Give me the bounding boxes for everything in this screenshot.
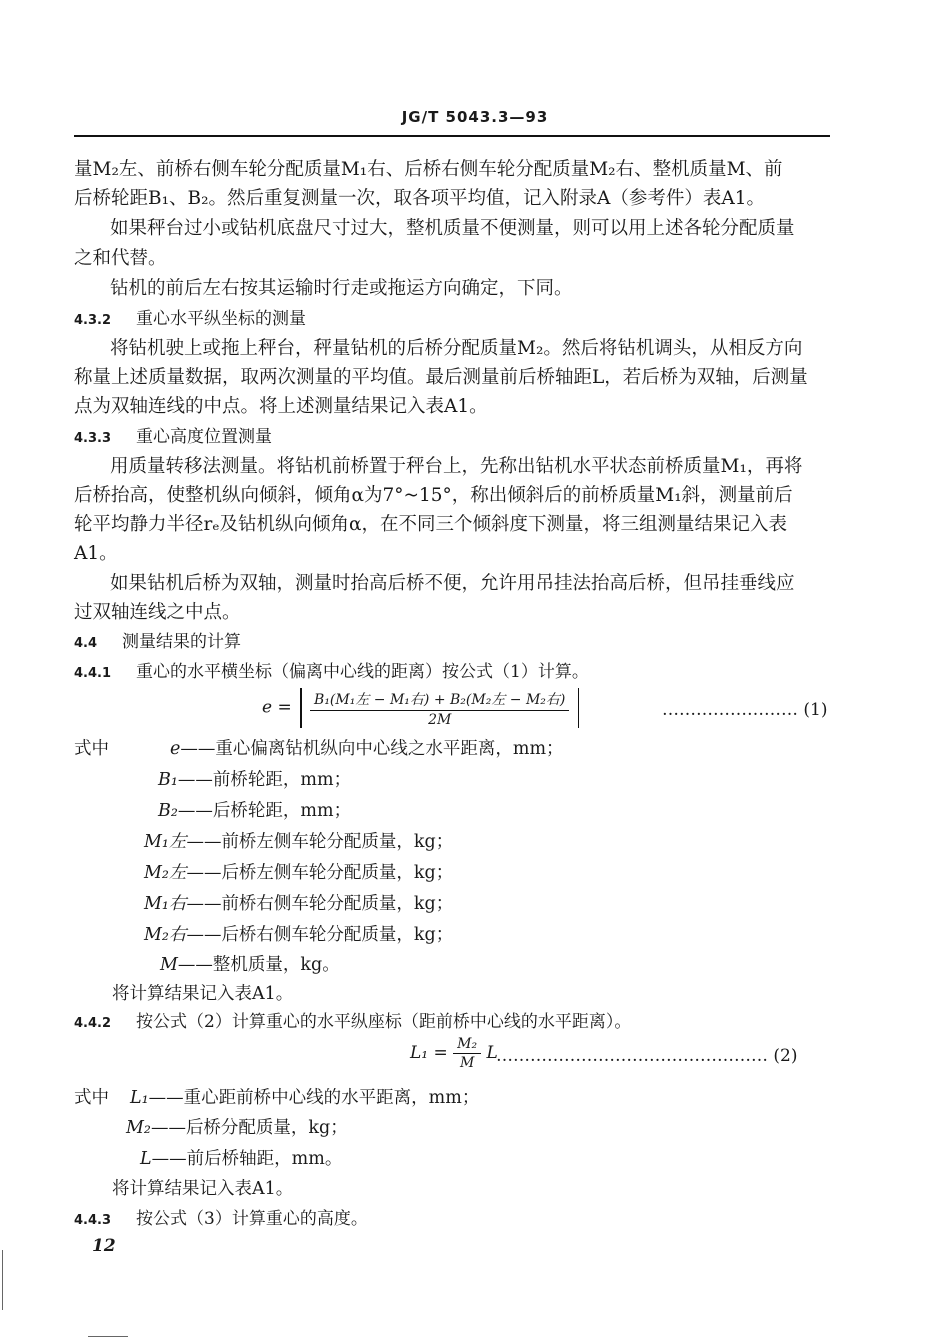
definition-text: ——前桥右侧车轮分配质量，kg；	[186, 894, 454, 914]
abs-bar-right	[578, 688, 580, 728]
definition-text: ——前桥轮距，mm；	[177, 770, 352, 790]
section-heading-4-4-3	[74, 1205, 834, 1235]
section-number: 4.4.1	[74, 666, 112, 681]
text-line: 后桥抬高，使整机纵向倾斜，倾角α为7°~15°，称出倾斜后的前桥质量M₁斜，测量前后	[74, 485, 793, 506]
header-rule	[74, 135, 830, 137]
definition-symbol: M₂左	[144, 863, 187, 883]
definition-text: ——重心距前桥中心线的水平距离，mm；	[148, 1088, 480, 1108]
definition-text: ——后桥分配质量，kg；	[150, 1118, 348, 1138]
definition-item	[126, 1114, 348, 1142]
section-number: 4.3.3	[74, 431, 112, 446]
formula-denominator: M	[459, 1055, 475, 1071]
definition-item	[144, 828, 453, 856]
text-line: 后桥轮距B₁、B₂。然后重复测量一次，取各项平均值，记入附录A（参考件）表A1。	[74, 188, 766, 209]
definition-item	[144, 859, 453, 887]
definition-symbol: L₁	[130, 1088, 149, 1108]
definition-text: ——前后桥轴距，mm。	[151, 1149, 343, 1169]
text-line: A1。	[74, 543, 118, 564]
section-number: 4.4	[74, 636, 98, 651]
section-title: 重心的水平横坐标（偏离中心线的距离）按公式（1）计算。	[136, 662, 589, 682]
section-title: 重心水平纵坐标的测量	[136, 309, 306, 329]
definition-symbol: M₂右	[144, 925, 187, 945]
formula-1-number	[662, 700, 828, 720]
definition-symbol: M₁右	[144, 894, 187, 914]
formula-2-number	[496, 1046, 798, 1066]
text-line: 用质量转移法测量。将钻机前桥置于秤台上，先称出钻机水平状态前桥质量M₁，再将	[110, 456, 803, 477]
page-header: JG/T 5043.3—93	[401, 108, 549, 126]
section-heading-4-4-1	[74, 658, 834, 688]
text-line: 过双轴连线之中点。	[74, 602, 241, 623]
definition-item	[170, 735, 564, 763]
equation-number: (2)	[773, 1046, 798, 1066]
definition-item	[158, 797, 351, 825]
definition-symbol: L	[140, 1149, 152, 1169]
definition-item	[144, 921, 453, 949]
text-line: 如果钻机后桥为双轴，测量时抬高后桥不便，允许用吊挂法抬高后桥，但吊挂垂线应	[110, 573, 795, 594]
formula-denominator: 2M	[428, 711, 452, 728]
formula-numerator: B₁(M₁左 − M₁右) + B₂(M₂左 − M₂右)	[310, 689, 569, 711]
section-number: 4.4.2	[74, 1016, 112, 1031]
where-label: 式中	[74, 739, 109, 759]
definition-item	[160, 951, 340, 979]
definition-item	[140, 1145, 342, 1173]
section-heading-4-4-2	[74, 1008, 834, 1038]
equation-number: (1)	[803, 700, 828, 720]
section-number: 4.3.2	[74, 313, 112, 328]
formula-rhs: L	[486, 1043, 498, 1063]
formula-2	[410, 1036, 498, 1071]
definition-symbol: e	[170, 739, 181, 759]
section-title: 测量结果的计算	[122, 632, 241, 652]
page-number: 12	[92, 1236, 116, 1256]
section-number: 4.4.3	[74, 1213, 112, 1228]
definition-item	[158, 766, 351, 794]
section-heading-4-3-3	[74, 423, 834, 453]
text-line: 称量上述质量数据，取两次测量的平均值。最后测量前后桥轴距L，若后桥为双轴，后测量	[74, 367, 808, 388]
section-title: 按公式（3）计算重心的高度。	[136, 1209, 368, 1229]
leader-dots: ……………………	[662, 700, 798, 720]
formula-numerator: M₂	[453, 1036, 481, 1054]
abs-bar-left	[300, 688, 302, 728]
scan-mark	[2, 1250, 3, 1310]
section-heading-4-4	[74, 628, 834, 658]
leader-dots: …………………………………………	[496, 1046, 768, 1066]
definition-text: ——后桥左侧车轮分配质量，kg；	[186, 863, 454, 883]
section-title: 按公式（2）计算重心的水平纵座标（距前桥中心线的水平距离）。	[136, 1012, 632, 1032]
formula-fraction	[453, 1036, 481, 1071]
formula-lhs: L₁ =	[410, 1043, 448, 1063]
definition-text: ——整机质量，kg。	[177, 955, 340, 975]
text-line: 量M₂左、前桥右侧车轮分配质量M₁右、后桥右侧车轮分配质量M₂右、整机质量M、前	[74, 159, 783, 180]
definition-text: ——后桥右侧车轮分配质量，kg；	[186, 925, 454, 945]
definition-symbol: M₂	[126, 1118, 151, 1138]
note-line: 将计算结果记入表A1。	[112, 1179, 294, 1199]
where-label: 式中	[74, 1088, 109, 1108]
definition-symbol: M	[160, 955, 178, 975]
definition-text: ——重心偏离钻机纵向中心线之水平距离，mm；	[180, 739, 564, 759]
text-line: 如果秤台过小或钻机底盘尺寸过大，整机质量不便测量，则可以用上述各轮分配质量	[110, 218, 795, 239]
scan-mark	[88, 1336, 128, 1337]
text-line: 轮平均静力半径rₑ及钻机纵向倾角α，在不同三个倾斜度下测量，将三组测量结果记入表	[74, 514, 788, 535]
definition-symbol: B₂	[158, 801, 178, 821]
formula-lhs: e =	[262, 697, 292, 718]
text-line: 钻机的前后左右按其运输时行走或拖运方向确定，下同。	[110, 278, 573, 299]
definition-symbol: B₁	[158, 770, 178, 790]
section-title: 重心高度位置测量	[136, 427, 272, 447]
text-line: 之和代替。	[74, 248, 167, 269]
definition-item	[130, 1084, 479, 1112]
definition-text: ——前桥左侧车轮分配质量，kg；	[186, 832, 454, 852]
formula-fraction	[310, 689, 569, 728]
definition-symbol: M₁左	[144, 832, 187, 852]
text-line: 点为双轴连线的中点。将上述测量结果记入表A1。	[74, 396, 488, 417]
text-line: 将钻机驶上或拖上秤台，秤量钻机的后桥分配质量M₂。然后将钻机调头，从相反方向	[110, 338, 803, 359]
formula-1	[262, 688, 582, 728]
definition-text: ——后桥轮距，mm；	[177, 801, 352, 821]
section-heading-4-3-2	[74, 305, 834, 335]
note-line: 将计算结果记入表A1。	[112, 984, 294, 1004]
definition-item	[144, 890, 453, 918]
